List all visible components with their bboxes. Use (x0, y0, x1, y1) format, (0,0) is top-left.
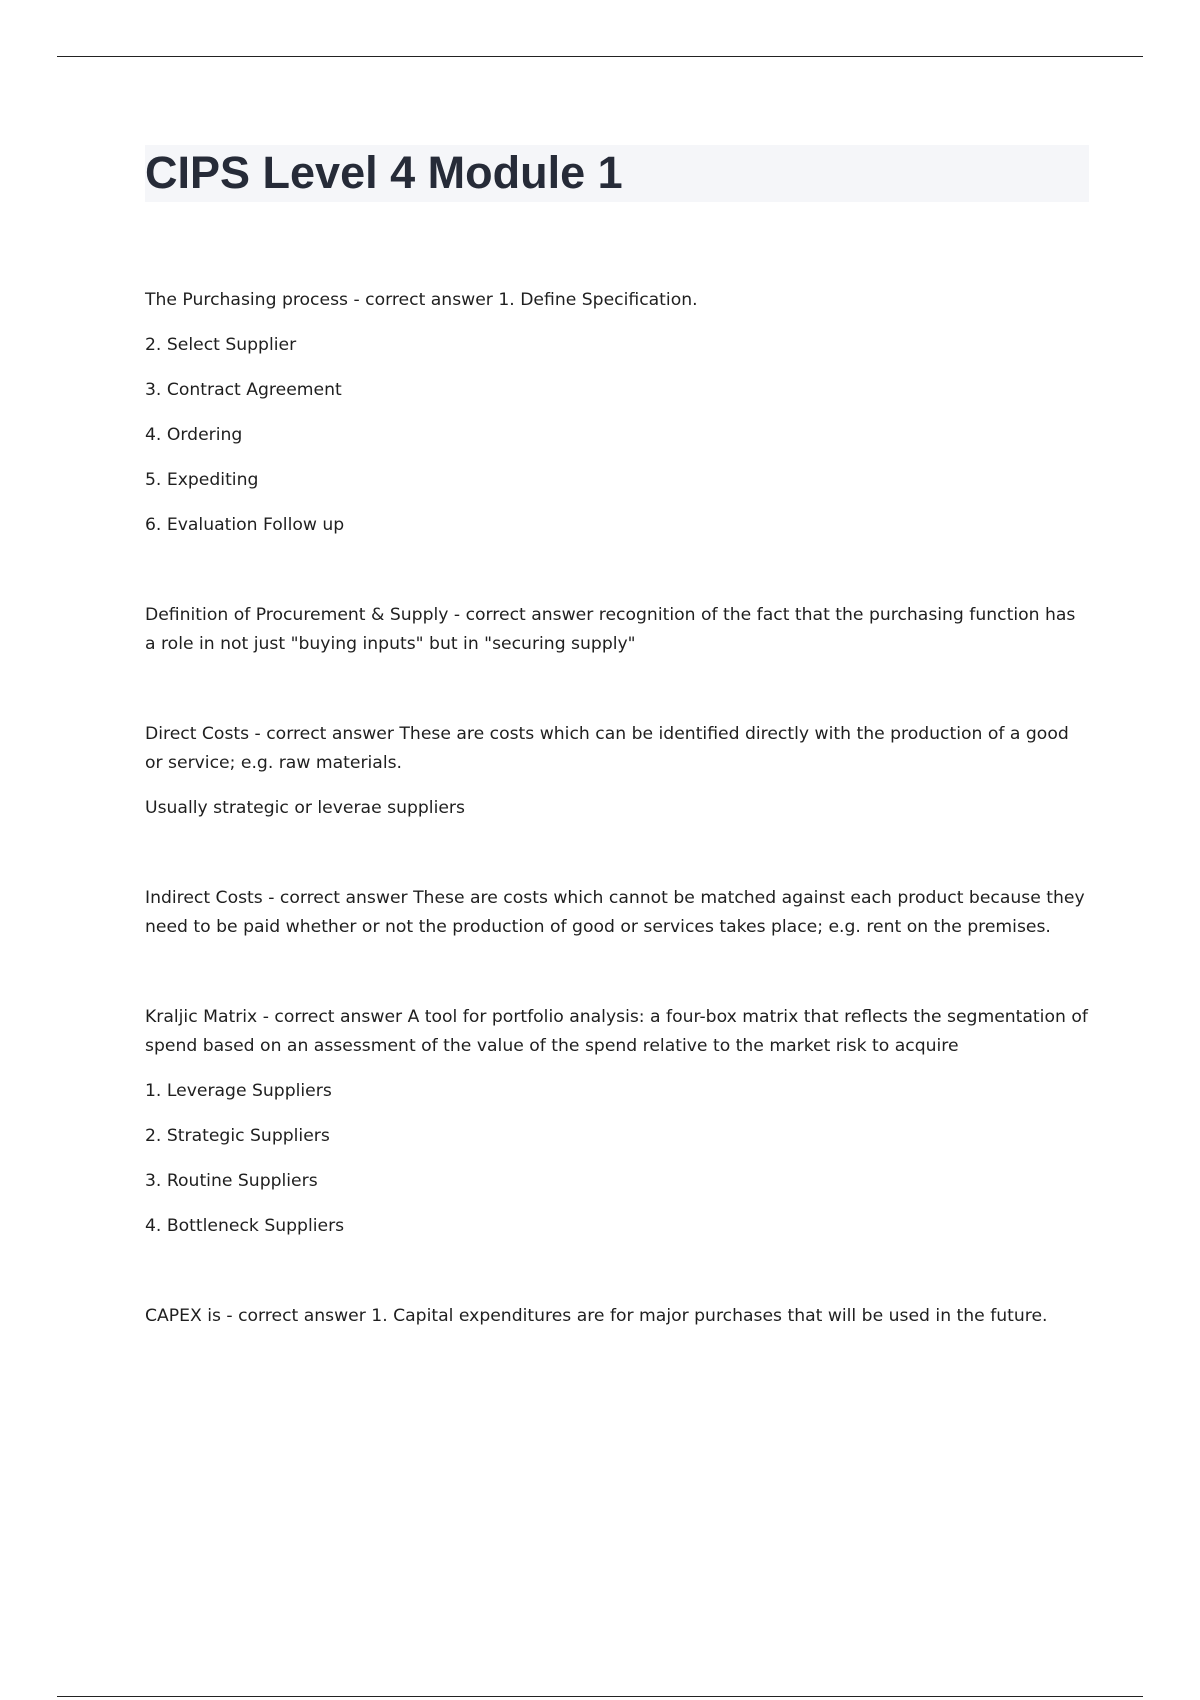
qa-term: Direct Costs (145, 724, 250, 744)
qa-list-item: 5. Expediting (145, 470, 259, 490)
top-rule (57, 56, 1143, 57)
qa-answer: These are costs which cannot be matched against each product because they need to be paid whether or not the production of good or services takes place; e.g. rent on the premises. (145, 888, 1085, 937)
qa-list-item: 1. Leverage Suppliers (145, 1081, 332, 1101)
qa-list-item: 2. Select Supplier (145, 335, 297, 355)
qa-separator: - correct answer (257, 1007, 408, 1027)
qa-separator: - correct answer (448, 605, 599, 625)
qa-list-item: 2. Strategic Suppliers (145, 1126, 330, 1146)
qa-list-item: 4. Bottleneck Suppliers (145, 1216, 345, 1236)
qa-card (145, 286, 1089, 540)
qa-question (145, 884, 1089, 942)
qa-note: Usually strategic or leverae suppliers (145, 798, 465, 818)
qa-card (145, 720, 1089, 823)
document-body (145, 286, 1089, 1392)
qa-term: The Purchasing process (145, 290, 348, 310)
qa-answer: recognition of the fact that the purchasing function has a role in not just "buying inputs" but in "securing supply" (145, 605, 1076, 654)
qa-answer: A tool for portfolio analysis: a four-box matrix that reflects the segmentation of spend based on an assessment of the value of the spend relative to the market risk to acquire (145, 1007, 1088, 1056)
qa-card (145, 1302, 1089, 1331)
page-title: CIPS Level 4 Module 1 (145, 147, 623, 198)
qa-separator: - correct answer (262, 888, 414, 908)
qa-separator: - correct answer (220, 1306, 372, 1326)
qa-card (145, 1003, 1089, 1241)
qa-separator: - correct answer (249, 724, 400, 744)
qa-answer: 1. Define Specification. (498, 290, 698, 310)
qa-term: CAPEX is (145, 1306, 221, 1326)
qa-question (145, 601, 1089, 659)
qa-term: Indirect Costs (145, 888, 263, 908)
qa-separator: - correct answer (348, 290, 499, 310)
qa-list-item: 6. Evaluation Follow up (145, 515, 345, 535)
qa-answer: 1. Capital expenditures are for major purchases that will be used in the future. (371, 1306, 1048, 1326)
qa-list-item: 3. Contract Agreement (145, 380, 342, 400)
bottom-rule (57, 1696, 1143, 1697)
qa-card (145, 601, 1089, 659)
qa-list-item: 4. Ordering (145, 425, 243, 445)
qa-term: Definition of Procurement & Supply (145, 605, 449, 625)
qa-list-item: 3. Routine Suppliers (145, 1171, 318, 1191)
qa-question (145, 1003, 1089, 1061)
qa-question (145, 720, 1089, 778)
qa-question (145, 286, 1089, 315)
qa-term: Kraljic Matrix (145, 1007, 258, 1027)
qa-answer: These are costs which can be identified directly with the production of a good or service; e.g. raw materials. (145, 724, 1069, 773)
qa-card (145, 884, 1089, 942)
qa-question (145, 1302, 1089, 1331)
